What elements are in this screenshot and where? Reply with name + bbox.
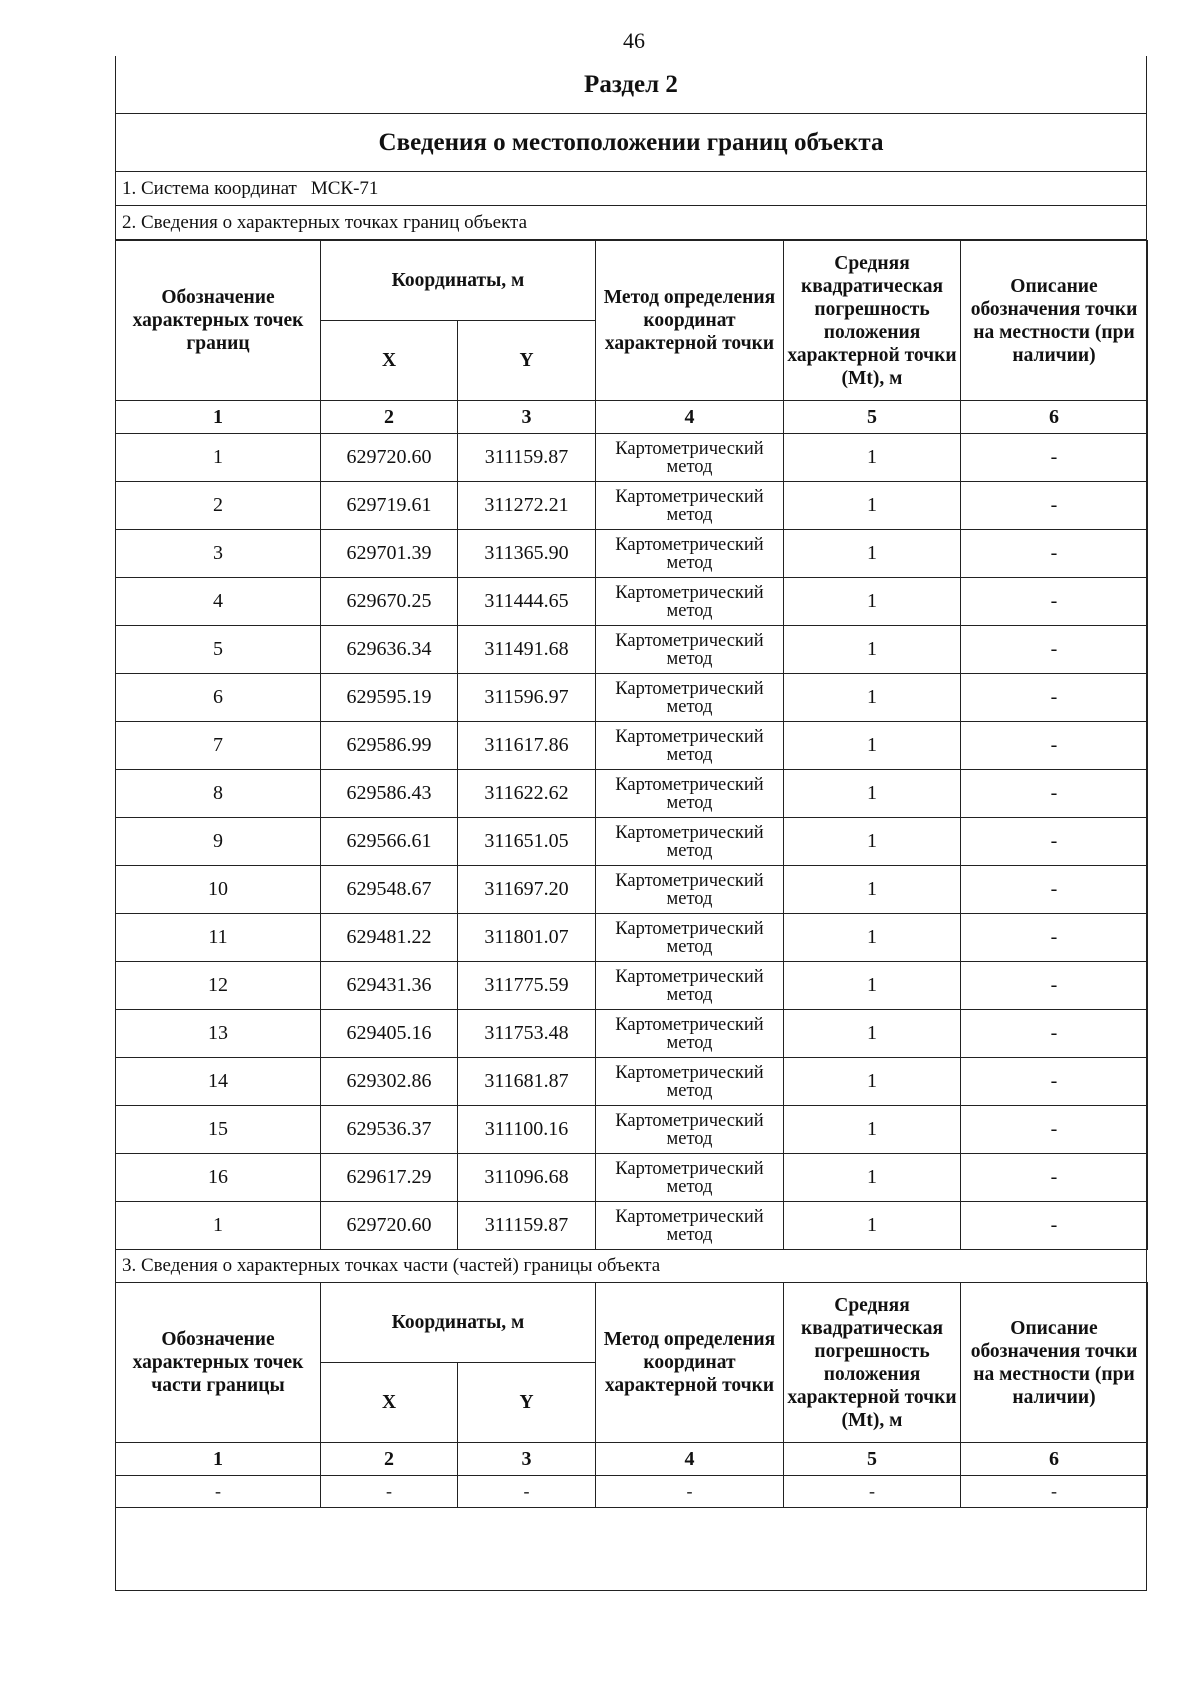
y-coordinate-cell: 311622.62: [458, 770, 596, 818]
x-coordinate-cell: 629566.61: [321, 818, 458, 866]
header-error: Средняя квадратическая погрешность положения характерной точки (Mt), м: [784, 1283, 961, 1443]
description-cell: -: [961, 1010, 1148, 1058]
method-cell: Картометрический метод: [596, 1106, 784, 1154]
header-method: Метод определения координат характерной точки: [596, 241, 784, 401]
y-coordinate-cell: 311617.86: [458, 722, 596, 770]
point-number-cell: 8: [116, 770, 321, 818]
error-cell: 1: [784, 434, 961, 482]
point-number-cell: 6: [116, 674, 321, 722]
x-coordinate-cell: 629302.86: [321, 1058, 458, 1106]
column-number: 3: [458, 1443, 596, 1476]
table-row: [116, 1106, 1148, 1154]
method-cell: Картометрический метод: [596, 482, 784, 530]
point-number-cell: 1: [116, 434, 321, 482]
point-number-cell: 12: [116, 962, 321, 1010]
header-desc: Описание обозначения точки на местности (при наличии): [961, 241, 1148, 401]
description-cell: -: [961, 914, 1148, 962]
method-cell: Картометрический метод: [596, 770, 784, 818]
coord-system-row: [115, 172, 1147, 206]
description-cell: -: [961, 770, 1148, 818]
method-cell: Картометрический метод: [596, 1202, 784, 1250]
error-cell: 1: [784, 482, 961, 530]
y-coordinate-cell: 311100.16: [458, 1106, 596, 1154]
header-x: X: [321, 321, 458, 401]
point-number-cell: 9: [116, 818, 321, 866]
method-cell: Картометрический метод: [596, 1010, 784, 1058]
section-title: Раздел 2: [115, 56, 1147, 114]
column-number: 5: [784, 401, 961, 434]
description-cell: -: [961, 578, 1148, 626]
column-number: 4: [596, 401, 784, 434]
error-cell: 1: [784, 914, 961, 962]
table-row: [116, 770, 1148, 818]
y-coordinate-cell: 311159.87: [458, 434, 596, 482]
x-coordinate-cell: 629670.25: [321, 578, 458, 626]
error-cell: 1: [784, 722, 961, 770]
description-cell: -: [961, 674, 1148, 722]
point-number-cell: 1: [116, 1202, 321, 1250]
header-coords: Координаты, м: [321, 1283, 596, 1363]
table-row: [116, 626, 1148, 674]
x-coordinate-cell: 629720.60: [321, 434, 458, 482]
table-row: [116, 914, 1148, 962]
method-cell: Картометрический метод: [596, 866, 784, 914]
point-number-cell: 14: [116, 1058, 321, 1106]
method-cell: Картометрический метод: [596, 626, 784, 674]
column-number: 6: [961, 1443, 1148, 1476]
points-body: [116, 401, 1148, 1250]
column-number: 2: [321, 1443, 458, 1476]
description-cell: -: [961, 434, 1148, 482]
point-number-cell: 13: [116, 1010, 321, 1058]
description-cell: -: [961, 722, 1148, 770]
x-coordinate-cell: 629720.60: [321, 1202, 458, 1250]
y-coordinate-cell: 311697.20: [458, 866, 596, 914]
description-cell: -: [961, 1106, 1148, 1154]
method-cell: Картометрический метод: [596, 818, 784, 866]
method-cell: Картометрический метод: [596, 722, 784, 770]
method-cell: Картометрический метод: [596, 962, 784, 1010]
description-cell: -: [961, 626, 1148, 674]
table-row: [116, 1010, 1148, 1058]
description-cell: -: [961, 962, 1148, 1010]
x-coordinate-cell: 629701.39: [321, 530, 458, 578]
column-numbers-row: [116, 401, 1148, 434]
x-coordinate-cell: 629719.61: [321, 482, 458, 530]
error-cell: 1: [784, 1058, 961, 1106]
error-cell: 1: [784, 770, 961, 818]
x-coordinate-cell: 629586.99: [321, 722, 458, 770]
point-number-cell: 16: [116, 1154, 321, 1202]
x-coordinate-cell: 629586.43: [321, 770, 458, 818]
method-cell: Картометрический метод: [596, 674, 784, 722]
point-number-cell: 2: [116, 482, 321, 530]
coord-system-value: МСК-71: [310, 177, 379, 199]
error-cell: 1: [784, 674, 961, 722]
points-section-label: 2. Сведения о характерных точках границ объекта: [115, 206, 1147, 240]
header-point: Обозначение характерных точек границ: [116, 241, 321, 401]
x-coordinate-cell: 629636.34: [321, 626, 458, 674]
y-coordinate-cell: 311801.07: [458, 914, 596, 962]
error-cell: 1: [784, 626, 961, 674]
column-number: 1: [116, 1443, 321, 1476]
error-cell: 1: [784, 1154, 961, 1202]
section-subtitle: Сведения о местоположении границ объекта: [115, 114, 1147, 172]
column-number: 6: [961, 401, 1148, 434]
method-cell: -: [596, 1476, 784, 1508]
coord-system-label: 1. Система координат: [122, 177, 297, 199]
parts-body: [116, 1443, 1148, 1508]
table-row: [116, 482, 1148, 530]
y-coordinate-cell: 311096.68: [458, 1154, 596, 1202]
y-coordinate-cell: 311365.90: [458, 530, 596, 578]
x-coordinate-cell: 629481.22: [321, 914, 458, 962]
method-cell: Картометрический метод: [596, 434, 784, 482]
table-row: [116, 1058, 1148, 1106]
header-x: X: [321, 1363, 458, 1443]
description-cell: -: [961, 482, 1148, 530]
table-row: [116, 1202, 1148, 1250]
error-cell: 1: [784, 1202, 961, 1250]
table-row: [116, 962, 1148, 1010]
x-coordinate-cell: 629431.36: [321, 962, 458, 1010]
method-cell: Картометрический метод: [596, 1058, 784, 1106]
error-cell: 1: [784, 1010, 961, 1058]
error-cell: 1: [784, 530, 961, 578]
method-cell: Картометрический метод: [596, 578, 784, 626]
header-y: Y: [458, 1363, 596, 1443]
y-coordinate-cell: 311491.68: [458, 626, 596, 674]
point-number-cell: 10: [116, 866, 321, 914]
y-coordinate-cell: 311272.21: [458, 482, 596, 530]
method-cell: Картометрический метод: [596, 530, 784, 578]
error-cell: 1: [784, 818, 961, 866]
method-cell: Картометрический метод: [596, 1154, 784, 1202]
description-cell: -: [961, 866, 1148, 914]
table-row: [116, 1154, 1148, 1202]
table-row: [116, 434, 1148, 482]
point-number-cell: 3: [116, 530, 321, 578]
y-coordinate-cell: 311775.59: [458, 962, 596, 1010]
y-coordinate-cell: 311681.87: [458, 1058, 596, 1106]
table-row: [116, 578, 1148, 626]
column-number: 3: [458, 401, 596, 434]
description-cell: -: [961, 1202, 1148, 1250]
point-number-cell: 11: [116, 914, 321, 962]
description-cell: -: [961, 1058, 1148, 1106]
x-coordinate-cell: 629548.67: [321, 866, 458, 914]
header-error: Средняя квадратическая погрешность положения характерной точки (Mt), м: [784, 241, 961, 401]
parts-section-label: 3. Сведения о характерных точках части (частей) границы объекта: [115, 1249, 1147, 1283]
x-coordinate-cell: 629595.19: [321, 674, 458, 722]
description-cell: -: [961, 1476, 1148, 1508]
table-row: [116, 818, 1148, 866]
x-coordinate-cell: -: [321, 1476, 458, 1508]
column-number: 4: [596, 1443, 784, 1476]
header-point: Обозначение характерных точек части границы: [116, 1283, 321, 1443]
point-number-cell: 5: [116, 626, 321, 674]
y-coordinate-cell: 311753.48: [458, 1010, 596, 1058]
y-coordinate-cell: 311159.87: [458, 1202, 596, 1250]
points-table: [115, 240, 1148, 1250]
page-number: 46: [623, 28, 645, 53]
y-coordinate-cell: -: [458, 1476, 596, 1508]
x-coordinate-cell: 629536.37: [321, 1106, 458, 1154]
x-coordinate-cell: 629405.16: [321, 1010, 458, 1058]
column-number: 2: [321, 401, 458, 434]
header-y: Y: [458, 321, 596, 401]
y-coordinate-cell: 311596.97: [458, 674, 596, 722]
point-number-cell: 15: [116, 1106, 321, 1154]
point-number-cell: 4: [116, 578, 321, 626]
description-cell: -: [961, 530, 1148, 578]
error-cell: 1: [784, 866, 961, 914]
point-number-cell: -: [116, 1476, 321, 1508]
error-cell: 1: [784, 962, 961, 1010]
y-coordinate-cell: 311651.05: [458, 818, 596, 866]
column-numbers-row: [116, 1443, 1148, 1476]
y-coordinate-cell: 311444.65: [458, 578, 596, 626]
error-cell: 1: [784, 1106, 961, 1154]
table-row: [116, 1476, 1148, 1508]
error-cell: -: [784, 1476, 961, 1508]
column-number: 5: [784, 1443, 961, 1476]
table-row: [116, 530, 1148, 578]
description-cell: -: [961, 818, 1148, 866]
header-method: Метод определения координат характерной точки: [596, 1283, 784, 1443]
column-number: 1: [116, 401, 321, 434]
table-row: [116, 722, 1148, 770]
header-desc: Описание обозначения точки на местности (при наличии): [961, 1283, 1148, 1443]
error-cell: 1: [784, 578, 961, 626]
table-row: [116, 674, 1148, 722]
point-number-cell: 7: [116, 722, 321, 770]
x-coordinate-cell: 629617.29: [321, 1154, 458, 1202]
method-cell: Картометрический метод: [596, 914, 784, 962]
header-coords: Координаты, м: [321, 241, 596, 321]
table-row: [116, 866, 1148, 914]
parts-table: [115, 1282, 1148, 1508]
description-cell: -: [961, 1154, 1148, 1202]
